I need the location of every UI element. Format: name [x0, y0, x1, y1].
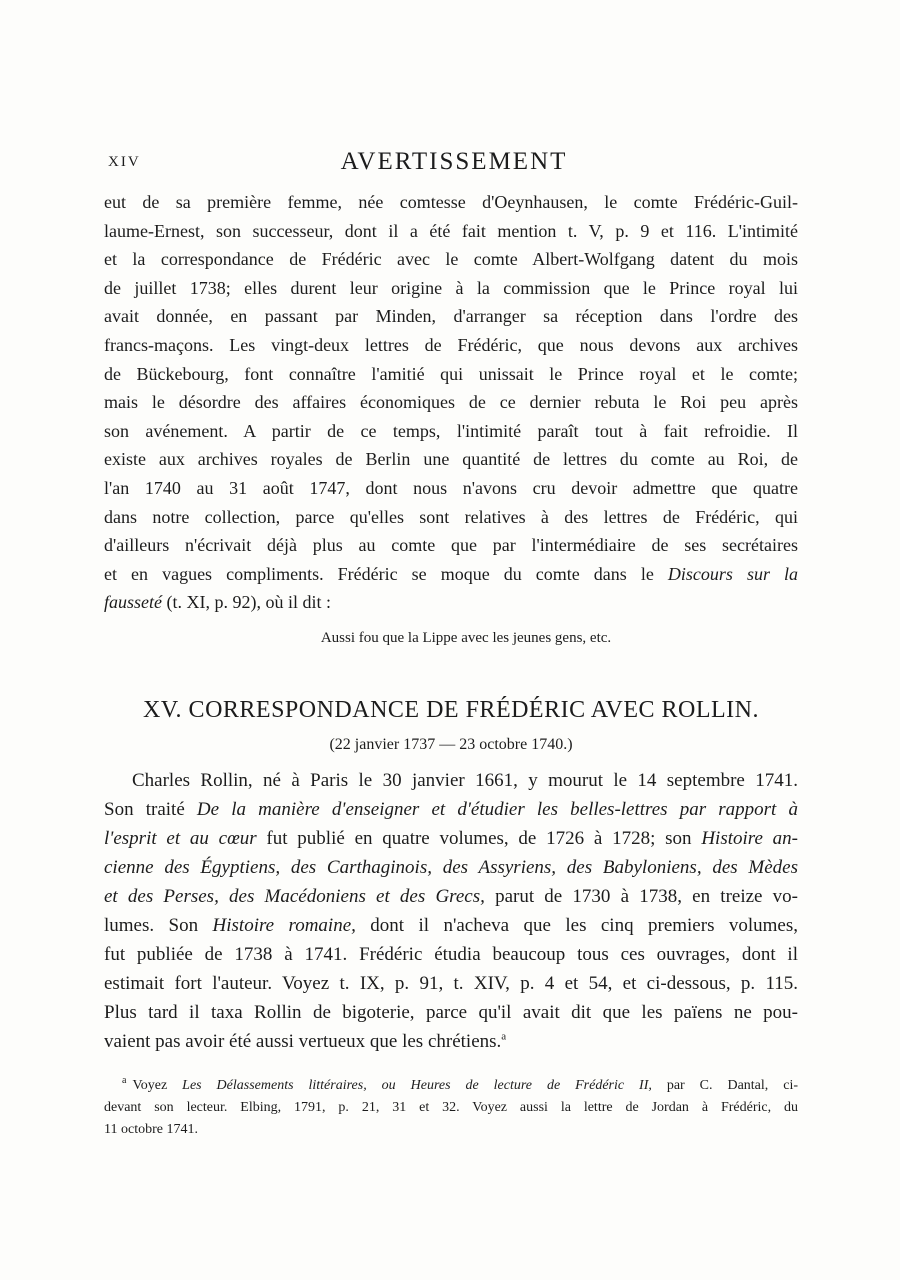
text-run: lumes. Son — [104, 915, 213, 936]
text-run: et en vagues compliments. Frédéric se moque du comte dans le — [104, 563, 668, 584]
text-line: avait donnée, en passant par Minden, d'arranger sa réception dans l'ordre des — [104, 306, 798, 327]
text-line: de Bückebourg, font connaître l'amitié qui unissait le Prince royal et le comte; — [104, 363, 798, 384]
footnote-reference[interactable]: a — [501, 1030, 507, 1043]
intro-paragraph — [104, 188, 798, 617]
text-line: d'ailleurs n'écrivait déjà plus au comte que par l'intermédiaire de ses secrétaires — [104, 535, 798, 556]
italic-title: l'esprit et au cœur — [104, 828, 257, 849]
italic-title: fausseté — [104, 592, 162, 613]
text-line: estimait fort l'auteur. Voyez t. IX, p. 91, t. XIV, p. 4 et 54, et ci-dessous, p. 115. — [104, 973, 798, 994]
text-line: Plus tard il taxa Rollin de bigoterie, parce qu'il avait dit que les païens ne pou- — [104, 1002, 798, 1023]
text-run: Voyez — [132, 1078, 183, 1093]
body-paragraph — [104, 766, 798, 1056]
text-line: devant son lecteur. Elbing, 1791, p. 21, 31 et 32. Voyez aussi la lettre de Jordan à Frédéric, du — [104, 1100, 798, 1115]
italic-title: Histoire romaine, — [212, 915, 356, 936]
text-run: vaient pas avoir été aussi vertueux que les chrétiens. — [104, 1031, 502, 1052]
text-run: parut de 1730 à 1738, en treize vo- — [484, 886, 798, 907]
italic-title: Les Délassements littéraires, ou Heures de lecture de Frédéric II, — [182, 1078, 652, 1093]
text-line — [104, 560, 798, 589]
text-line — [104, 911, 798, 940]
text-line: eut de sa première femme, née comtesse d'Oeynhausen, le comte Frédéric-Guil- — [104, 192, 798, 212]
text-run: Son traité — [104, 799, 197, 820]
quotation: Aussi fou que la Lippe avec les jeunes gens, etc. — [320, 630, 612, 646]
running-title: AVERTISSEMENT — [340, 148, 568, 175]
italic-title: Histoire an- — [701, 828, 798, 849]
text-line: existe aux archives royales de Berlin une quantité de lettres du comte au Roi, de — [104, 449, 798, 470]
text-line: laume-Ernest, son successeur, dont il a été fait mention t. V, p. 9 et 116. L'intimité — [104, 220, 798, 241]
text-line — [104, 1075, 798, 1097]
text-run: (t. XI, p. 92), où il dit : — [162, 592, 331, 613]
italic-title: et des Perses, des Macédoniens et des Grecs, — [104, 886, 485, 907]
text-line — [104, 824, 798, 853]
text-line — [104, 588, 798, 617]
text-line: fut publiée de 1738 à 1741. Frédéric étudia beaucoup tous ces ouvrages, dont il — [104, 944, 798, 965]
text-line: dans notre collection, parce qu'elles sont relatives à des lettres de Frédéric, qui — [104, 506, 798, 527]
section-dates: (22 janvier 1737 — 23 octobre 1740.) — [329, 736, 573, 753]
text-line: mais le désordre des affaires économiques de ce dernier rebuta le Roi peu après — [104, 392, 798, 413]
text-line: Charles Rollin, né à Paris le 30 janvier 1661, y mourut le 14 septembre 1741. — [132, 770, 798, 791]
italic-title: cienne des Égyptiens, des Carthaginois, des Assyriens, des Babyloniens, des Mèdes — [104, 857, 798, 878]
footnote — [104, 1075, 798, 1141]
footnote-marker: a — [122, 1075, 127, 1087]
text-line: de juillet 1738; elles durent leur origine à la commission que le Prince royal lui — [104, 277, 798, 298]
text-run: dont il n'acheva que les cinq premiers volumes, — [355, 915, 799, 936]
text-run: fut publié en quatre volumes, de 1726 à 1728; son — [256, 828, 702, 849]
running-head — [104, 148, 804, 178]
page-number: XIV — [108, 154, 141, 170]
text-line — [104, 1027, 798, 1056]
text-line: et la correspondance de Frédéric avec le comte Albert-Wolfgang datent du mois — [104, 249, 798, 270]
text-line: l'an 1740 au 31 août 1747, dont nous n'avons cru devoir admettre que quatre — [104, 477, 798, 498]
italic-title: De la manière d'enseigner et d'étudier les belles-lettres par rapport à — [196, 799, 798, 820]
section-heading: XV. CORRESPONDANCE DE FRÉDÉRIC AVEC ROLLIN. — [142, 697, 759, 723]
text-line — [104, 795, 798, 824]
text-line — [104, 853, 798, 882]
text-line: son avénement. A partir de ce temps, l'intimité paraît tout à fait refroidie. Il — [104, 420, 798, 441]
text-run: par C. Dantal, ci- — [651, 1078, 799, 1093]
text-line: 11 octobre 1741. — [104, 1122, 198, 1137]
text-line: francs-maçons. Les vingt-deux lettres de Frédéric, que nous devons aux archives — [104, 334, 798, 355]
text-line — [104, 882, 798, 911]
italic-title: Discours sur la — [667, 563, 798, 584]
